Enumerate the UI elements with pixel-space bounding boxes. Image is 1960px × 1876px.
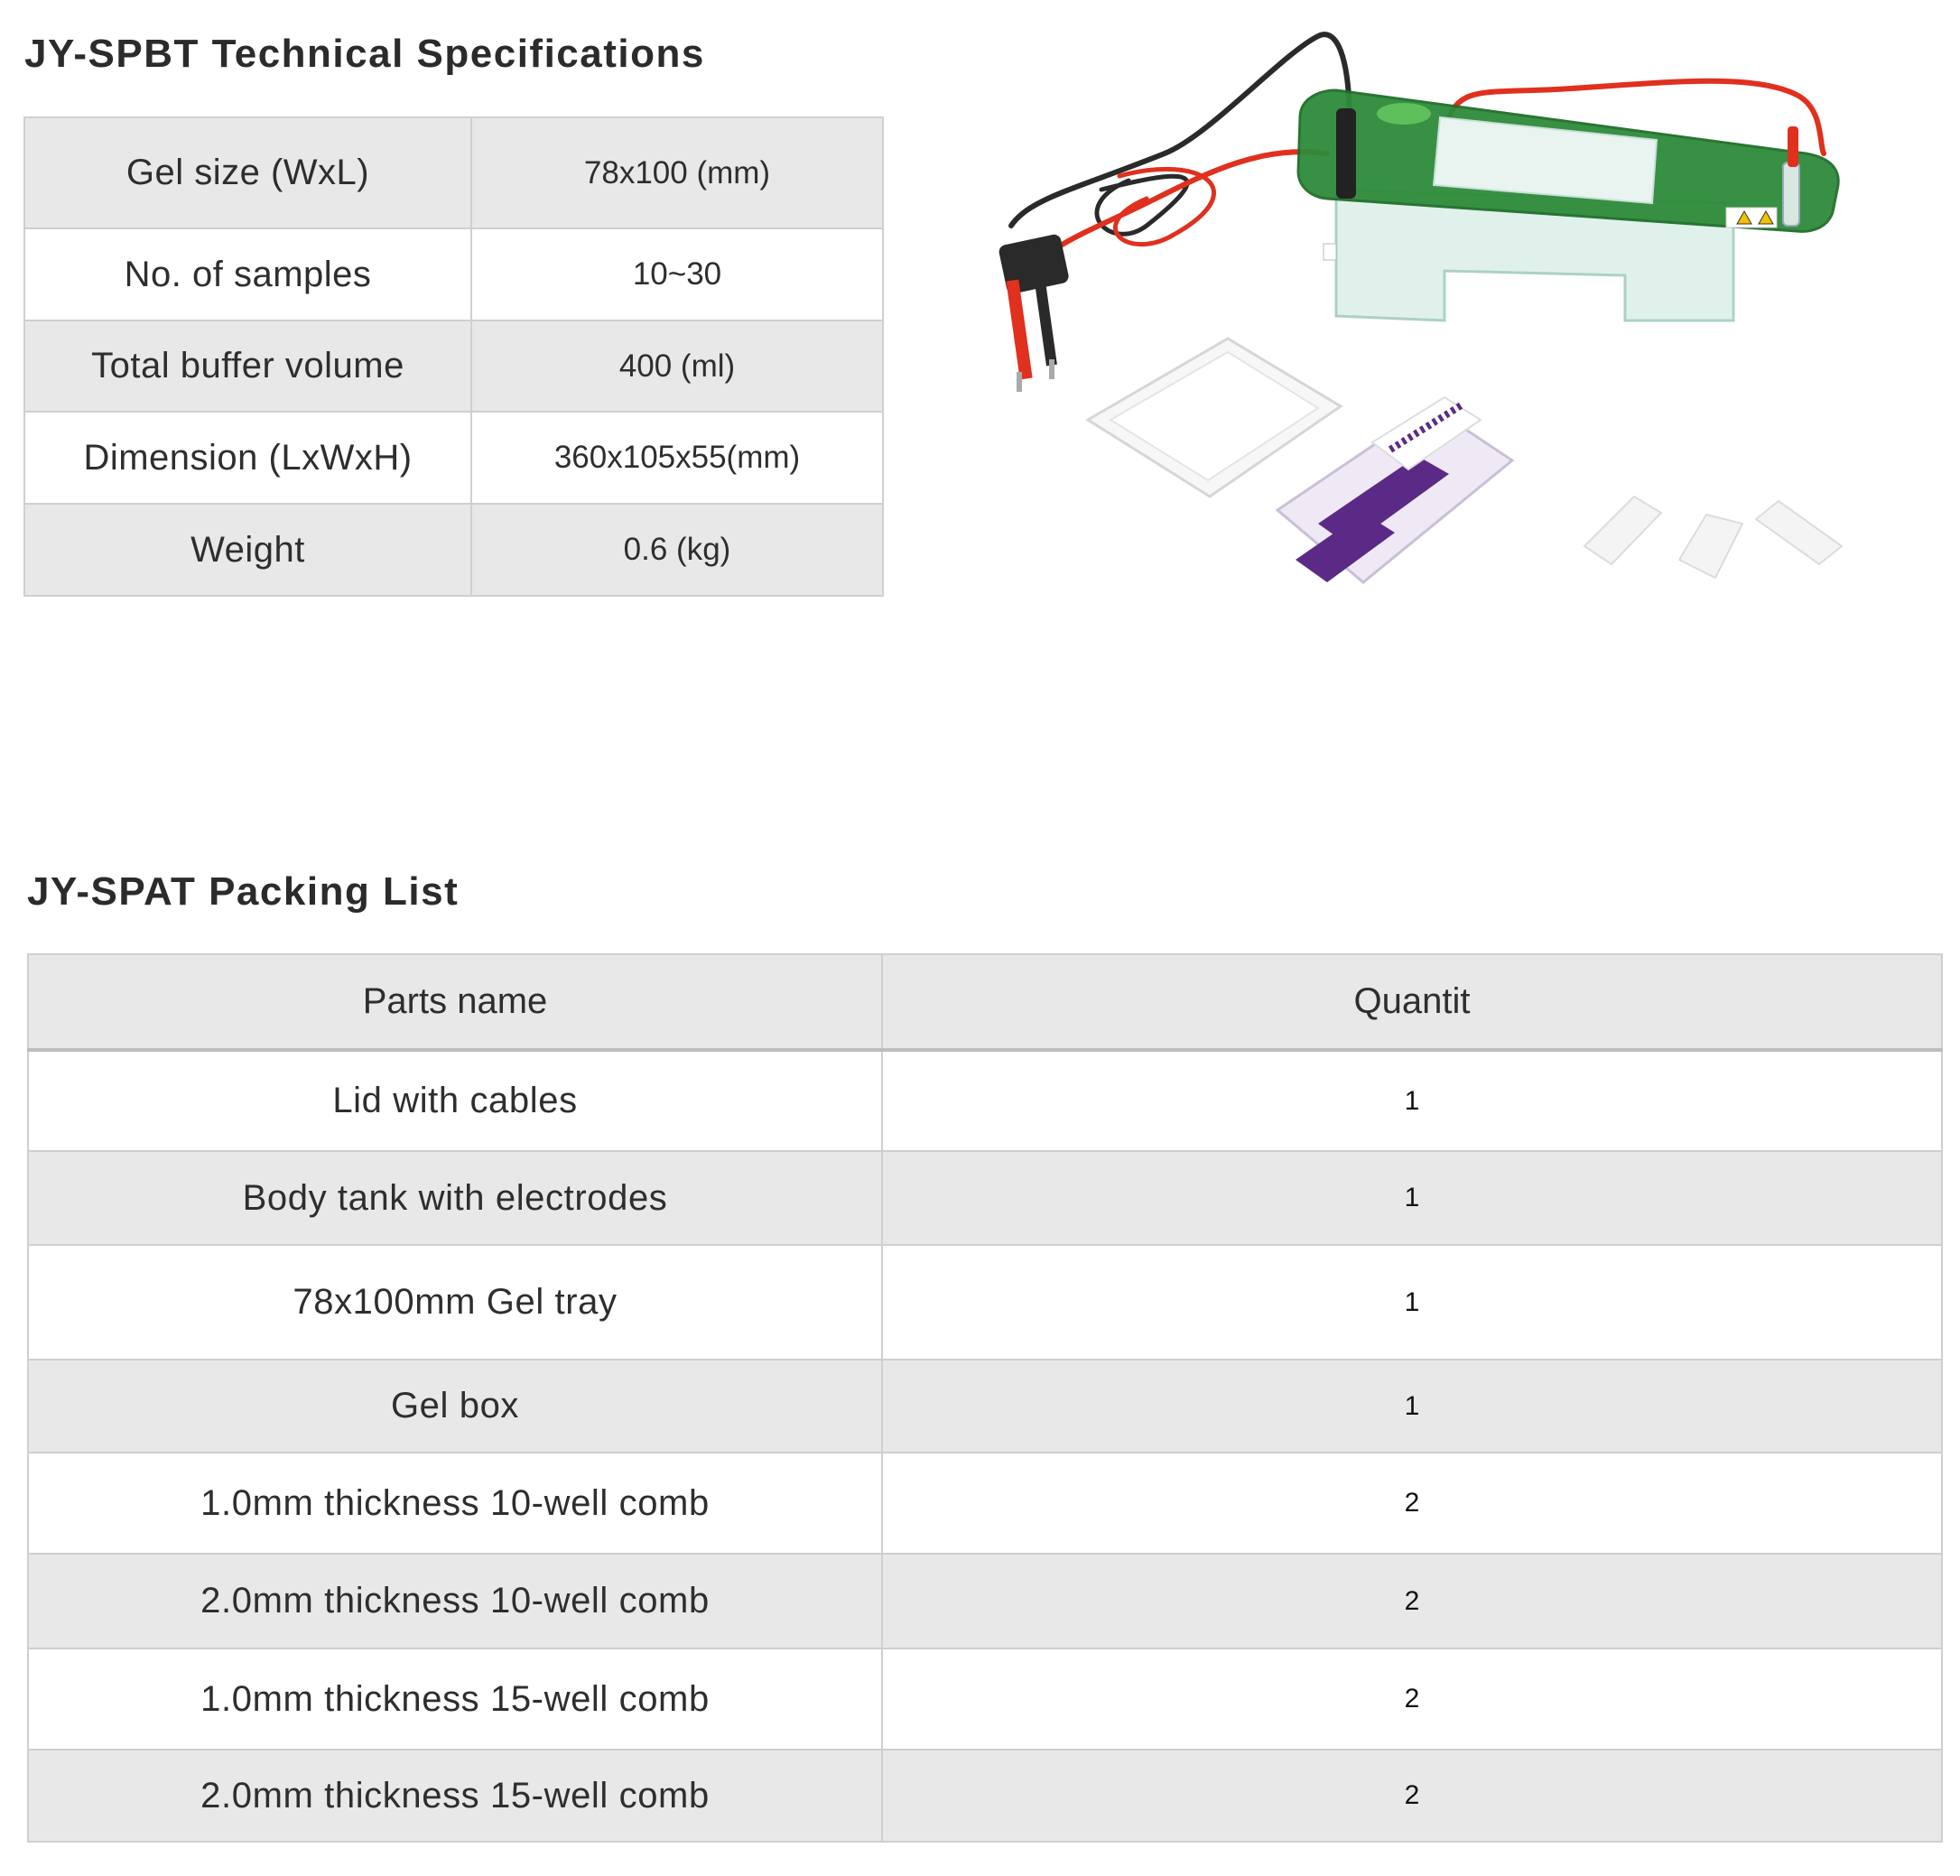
- table-row: [28, 1245, 1942, 1360]
- spec-row-buffer-volume: [24, 320, 883, 412]
- table-row: [28, 1151, 1942, 1245]
- part-name: Lid with cables: [28, 1050, 882, 1151]
- part-quantity: 1: [882, 1245, 1942, 1360]
- packing-header-row: [28, 954, 1942, 1050]
- part-quantity: 1: [882, 1151, 1942, 1245]
- spec-value: 400 (ml): [471, 320, 883, 412]
- table-row: [28, 1554, 1942, 1648]
- spec-row-gel-size: [24, 117, 883, 228]
- spec-label: Weight: [24, 504, 471, 596]
- banana-plug-icon: [998, 233, 1070, 392]
- part-name: 1.0mm thickness 10-well comb: [28, 1453, 882, 1554]
- spec-label: No. of samples: [24, 228, 471, 320]
- specifications-table: [23, 116, 884, 597]
- part-quantity: 2: [882, 1554, 1942, 1648]
- table-row: [28, 1360, 1942, 1453]
- spec-row-dimension: [24, 412, 883, 504]
- spec-label: Dimension (LxWxH): [24, 412, 471, 504]
- table-row: [28, 1648, 1942, 1750]
- table-row: [28, 1453, 1942, 1554]
- part-name: 1.0mm thickness 15-well comb: [28, 1648, 882, 1750]
- part-name: Body tank with electrodes: [28, 1151, 882, 1245]
- table-row: [28, 1050, 1942, 1151]
- spec-label: Gel size (WxL): [24, 117, 471, 228]
- spec-value: 10~30: [471, 228, 883, 320]
- part-name: 2.0mm thickness 15-well comb: [28, 1750, 882, 1842]
- spec-label: Total buffer volume: [24, 320, 471, 412]
- column-header-parts-name: Parts name: [28, 954, 882, 1050]
- combs-icon: [1584, 497, 1842, 578]
- spec-section-title: JY-SPBT Technical Specifications: [24, 32, 705, 76]
- product-photo-electrophoresis-kit: [939, 18, 1851, 641]
- packing-list-table: [27, 953, 1943, 1843]
- part-name: 78x100mm Gel tray: [28, 1245, 882, 1360]
- part-quantity: 1: [882, 1360, 1942, 1453]
- packing-section-title: JY-SPAT Packing List: [27, 869, 460, 914]
- spec-value: 78x100 (mm): [471, 117, 883, 228]
- part-quantity: 2: [882, 1453, 1942, 1554]
- electrophoresis-tank-icon: [1298, 90, 1838, 320]
- part-name: 2.0mm thickness 10-well comb: [28, 1554, 882, 1648]
- column-header-quantity: Quantit: [882, 954, 1942, 1050]
- spec-row-weight: [24, 504, 883, 596]
- spec-value: 0.6 (kg): [471, 504, 883, 596]
- part-name: Gel box: [28, 1360, 882, 1453]
- table-row: [28, 1750, 1942, 1842]
- spec-value: 360x105x55(mm): [471, 412, 883, 504]
- spec-row-samples: [24, 228, 883, 320]
- part-quantity: 2: [882, 1648, 1942, 1750]
- part-quantity: 2: [882, 1750, 1942, 1842]
- gel-tray-icon: [1088, 339, 1341, 497]
- part-quantity: 1: [882, 1050, 1942, 1151]
